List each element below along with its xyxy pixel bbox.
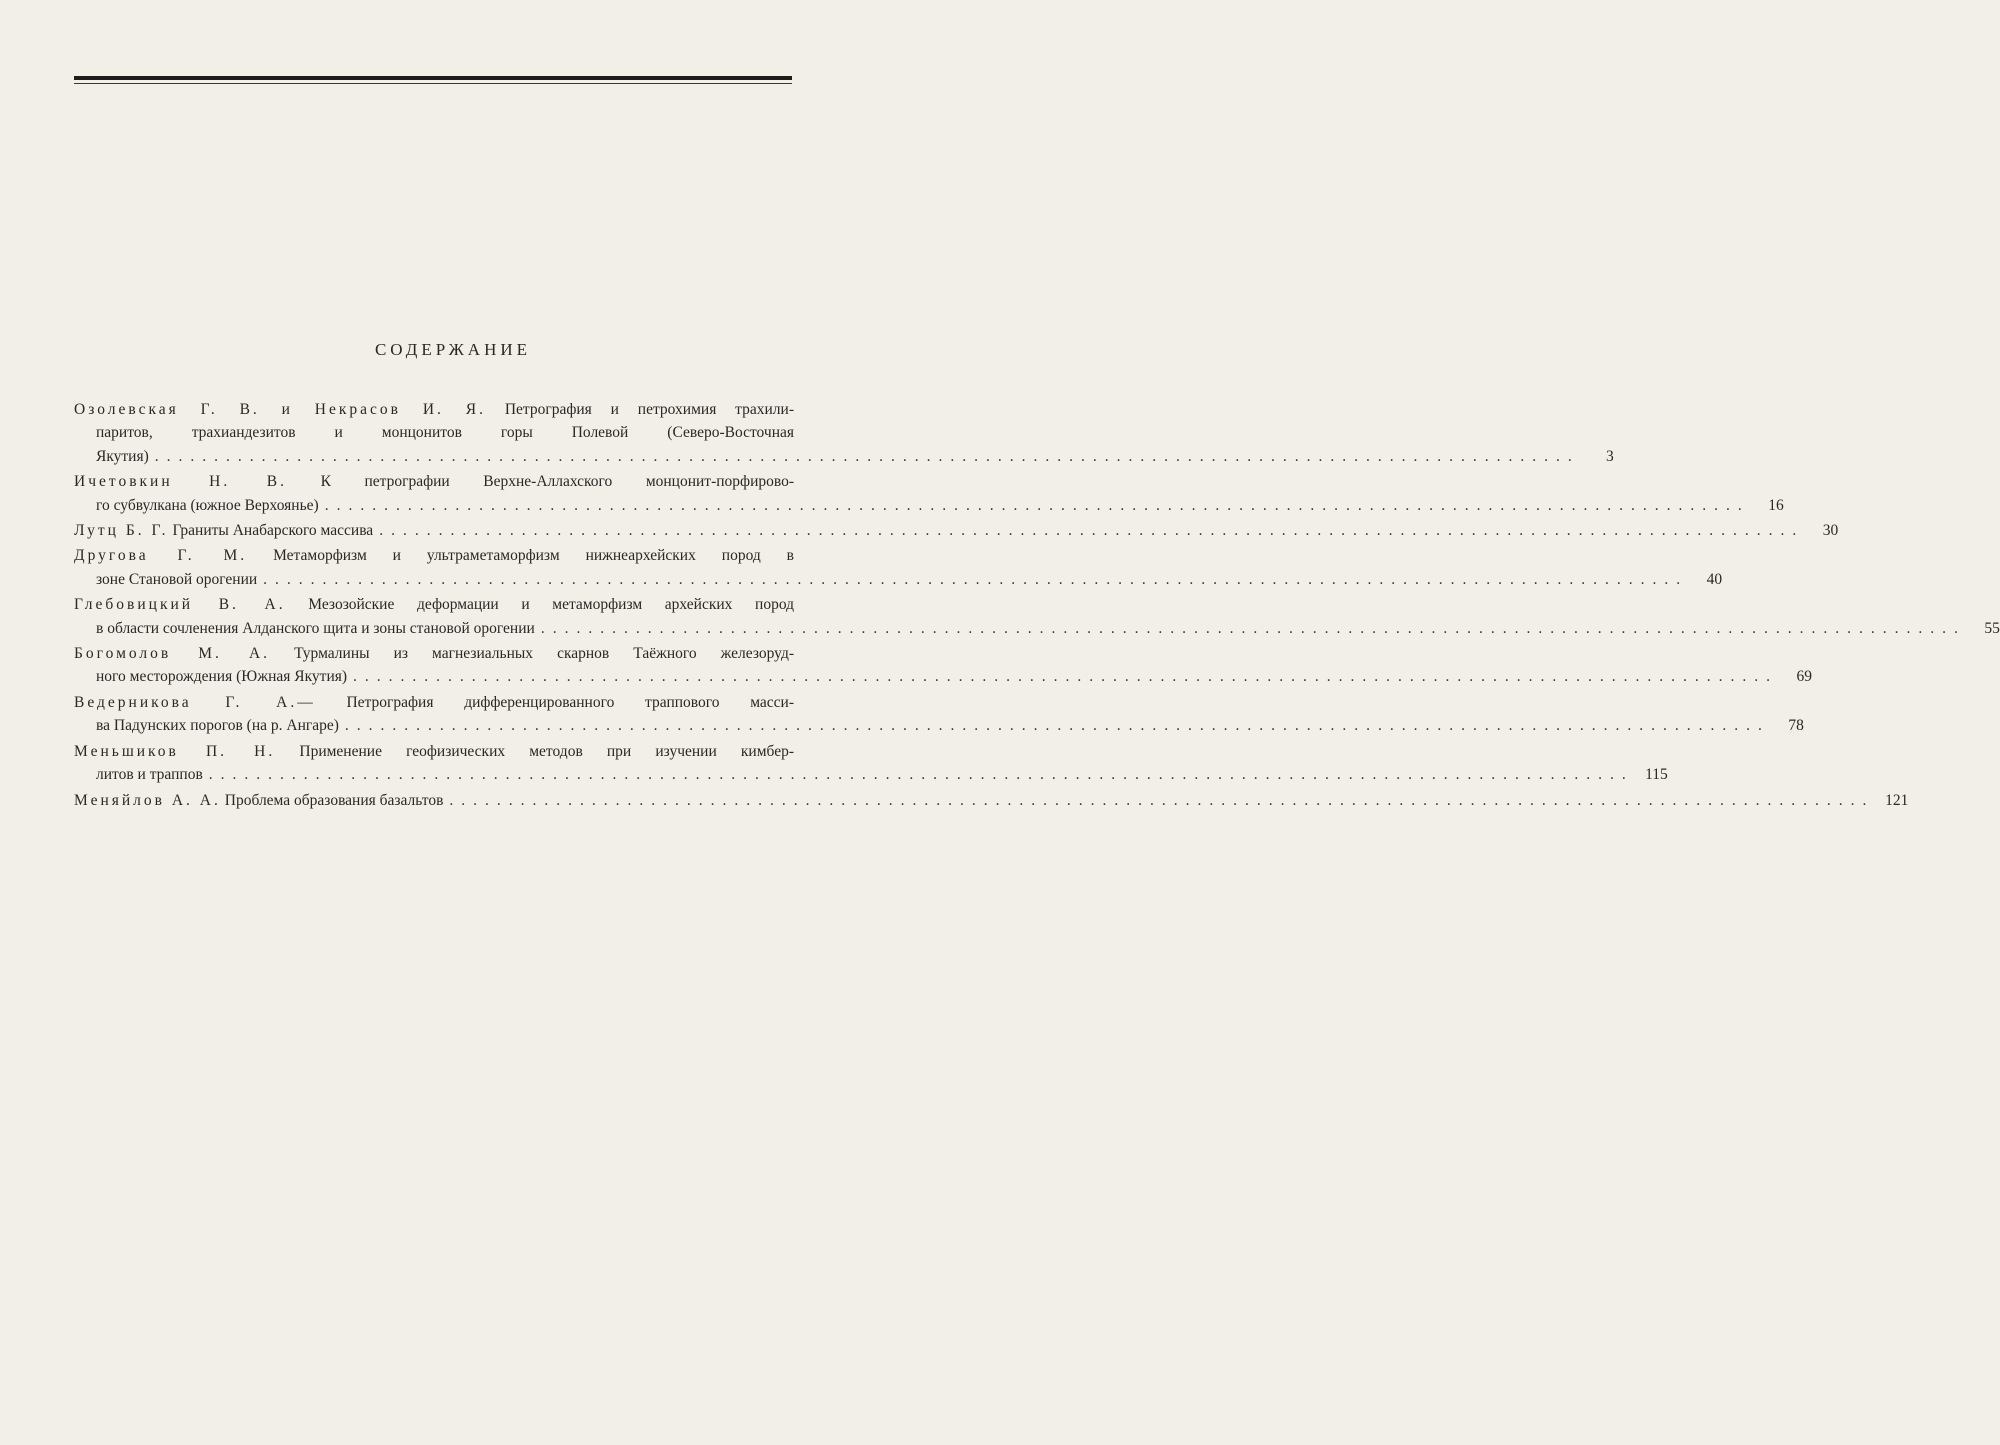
- leader-dots: ........................................................................................................................: [263, 570, 1689, 588]
- toc-author: Ведерникова Г. А.—: [74, 693, 316, 711]
- leader-dots: ........................................................................................................................: [208, 766, 1634, 784]
- toc-last-line: [74, 763, 1668, 786]
- toc-last-line: [74, 665, 1813, 688]
- toc-entry: [74, 691, 1804, 738]
- toc-author: Озолевская Г. В. и Некрасов И. Я.: [74, 401, 486, 418]
- toc-last-line: [74, 494, 1784, 517]
- toc-entry-text: [74, 789, 443, 812]
- toc-title-line: ного месторождения (Южная Якутия): [96, 668, 348, 686]
- toc-author: Меняйлов А. А.: [74, 791, 221, 809]
- toc-entry: [74, 544, 1723, 591]
- toc-title-line: Метаморфизм и ультраметаморфизм нижнеархейских пород в: [273, 547, 794, 565]
- leader-dots: ........................................................................................................................: [344, 717, 1770, 735]
- toc-title-line: зоне Становой орогении: [96, 570, 258, 588]
- toc-title-line: Якутия): [96, 447, 149, 465]
- toc-page-number: 78: [1788, 717, 1804, 735]
- toc-title-line: ва Падунских порогов (на р. Ангаре): [96, 717, 339, 735]
- toc-entry-first-line: [74, 691, 794, 714]
- toc-entry: [74, 740, 1668, 787]
- toc-title-line: К петрографии Верхне-Аллахского монцонит-порфирово-: [320, 473, 794, 491]
- toc-author: Другова Г. М.: [74, 547, 248, 565]
- toc-last-line: [74, 568, 1723, 591]
- toc-author: Меньшиков П. Н.: [74, 742, 276, 760]
- toc-page-number: 69: [1796, 668, 1813, 686]
- toc-entry: [74, 398, 1614, 468]
- toc-entry: [74, 789, 1909, 812]
- toc-entry: [74, 470, 1784, 517]
- leader-dots: ........................................................................................................................: [324, 496, 1750, 514]
- toc-title-line: Петрография дифференцированного траппового масси-: [346, 693, 794, 711]
- toc-title-line: литов и траппов: [96, 766, 203, 784]
- toc-title-line: Применение геофизических методов при изучении кимбер-: [299, 742, 794, 760]
- leader-dots: ........................................................................................................................: [449, 791, 1875, 809]
- toc-title-line: в области сочленения Алданского щита и зоны становой орогении: [96, 619, 535, 637]
- toc-title-line: Граниты Анабарского массива: [172, 522, 374, 540]
- toc-entry-first-line: [74, 470, 794, 493]
- toc-author: Глебовицкий В. А.: [74, 596, 286, 614]
- toc-entry: [74, 642, 1813, 689]
- toc-author: Лутц Б. Г.: [74, 522, 169, 540]
- toc-entry: [74, 593, 2000, 640]
- toc-page-number: 121: [1885, 791, 1909, 809]
- toc-title-line: Петрография и петрохимия трахили-: [504, 401, 795, 418]
- toc-author: Богомолов М. А.: [74, 645, 271, 663]
- toc-last-line: [74, 714, 1804, 737]
- toc-last-line: [74, 519, 1839, 542]
- toc-entry-first-line: [74, 544, 794, 567]
- toc-entry-text: [74, 519, 373, 542]
- toc-title-line: Турмалины из магнезиальных скарнов Таёжного железоруд-: [294, 645, 794, 663]
- leader-dots: ........................................................................................................................: [379, 522, 1805, 540]
- leader-dots: ........................................................................................................................: [540, 619, 1966, 637]
- toc-page-number: 3: [1606, 447, 1614, 465]
- toc-title-line: Мезозойские деформации и метаморфизм архейских пород: [308, 596, 795, 614]
- toc-page-number: 40: [1706, 570, 1723, 588]
- toc-last-line: [74, 789, 1909, 812]
- toc-entry-first-line: [74, 398, 794, 421]
- top-rule-thick: [74, 76, 792, 80]
- page-title: СОДЕРЖАНИЕ: [374, 340, 532, 359]
- toc-page-number: 16: [1768, 496, 1784, 514]
- toc-title-line: го субвулкана (южное Верхоянье): [96, 496, 319, 514]
- table-of-contents: [74, 398, 2000, 814]
- toc-entry-first-line: [74, 740, 794, 763]
- toc-page-number: 55: [1984, 619, 2000, 637]
- toc-entry-first-line: [74, 593, 794, 616]
- leader-dots: ........................................................................................................................: [154, 447, 1580, 465]
- toc-title-line: Проблема образования базальтов: [224, 791, 444, 809]
- toc-entry-first-line: [74, 642, 794, 665]
- leader-dots: ........................................................................................................................: [353, 668, 1779, 686]
- top-rule-thin: [74, 83, 792, 84]
- toc-author: Ичетовкин Н. В.: [74, 473, 288, 491]
- toc-last-line: [74, 617, 2000, 640]
- toc-last-line: [74, 445, 1614, 468]
- toc-entry: [74, 519, 1839, 542]
- toc-page-number: 115: [1645, 766, 1668, 784]
- toc-title-line: паритов, трахиандезитов и монцонитов горы Полевой (Северо-Восточная: [96, 424, 794, 442]
- toc-page-number: 30: [1822, 522, 1839, 540]
